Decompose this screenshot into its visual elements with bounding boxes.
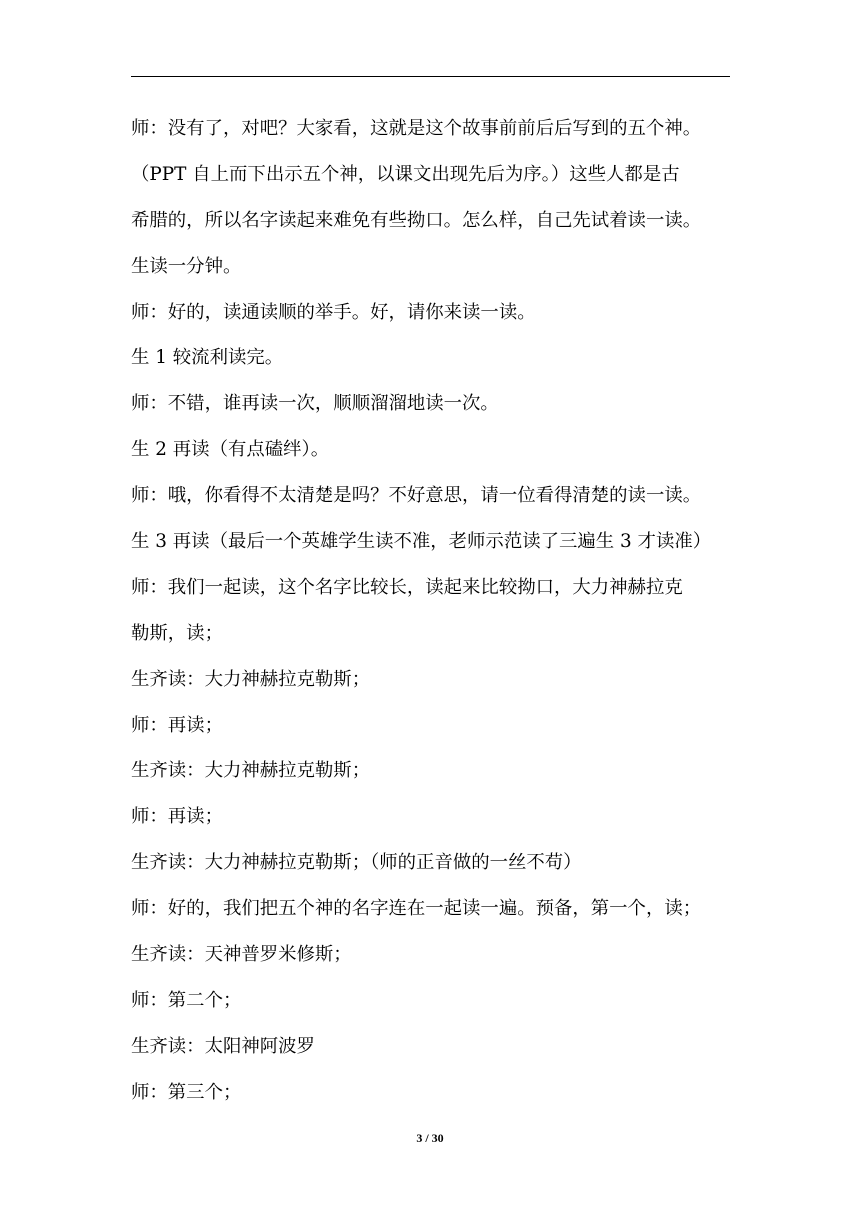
text-line: 勒斯，读； (131, 622, 223, 644)
text-line: （PPT 自上而下出示五个神，以课文出现先后为序。）这些人都是古 (131, 163, 680, 185)
text-line: 生齐读：大力神赫拉克勒斯； (131, 760, 371, 782)
text-line: 生齐读：大力神赫拉克勒斯；（师的正音做的一丝不苟） (131, 852, 582, 874)
text-line: 生 3 再读（最后一个英雄学生读不准，老师示范读了三遍生 3 才读准） (131, 531, 712, 553)
header-rule (131, 76, 730, 77)
text-line: 师：第二个； (131, 989, 242, 1011)
text-line: 师：我们一起读，这个名字比较长，读起来比较拗口，大力神赫拉克 (131, 576, 683, 598)
body-text (131, 106, 735, 1116)
text-line: 师：好的，我们把五个神的名字连在一起读一遍。预备，第一个，读； (131, 898, 702, 920)
text-line: 生齐读：太阳神阿波罗 (131, 1035, 315, 1057)
text-line: 生齐读：大力神赫拉克勒斯； (131, 668, 371, 690)
text-line: 师：再读； (131, 714, 223, 736)
text-line: 希腊的，所以名字读起来难免有些拗口。怎么样，自己先试着读一读。 (131, 209, 702, 231)
text-line: 师：好的，读通读顺的举手。好，请你来读一读。 (131, 301, 536, 323)
text-line: 师：再读； (131, 806, 223, 828)
text-line: 师：第三个； (131, 1081, 242, 1103)
text-line: 师：不错，谁再读一次，顺顺溜溜地读一次。 (131, 393, 499, 415)
text-line: 生 1 较流利读完。 (131, 347, 284, 369)
text-line: 生齐读：天神普罗米修斯； (131, 944, 352, 966)
text-line: 师：没有了，对吧？大家看，这就是这个故事前前后后写到的五个神。 (131, 118, 702, 139)
text-line: 生 2 再读（有点磕绊）。 (131, 439, 330, 461)
page-number: 3 / 30 (416, 1131, 444, 1145)
text-line: 生读一分钟。 (131, 255, 242, 277)
text-line: 师：哦，你看得不太清楚是吗？不好意思，请一位看得清楚的读一读。 (131, 485, 702, 507)
